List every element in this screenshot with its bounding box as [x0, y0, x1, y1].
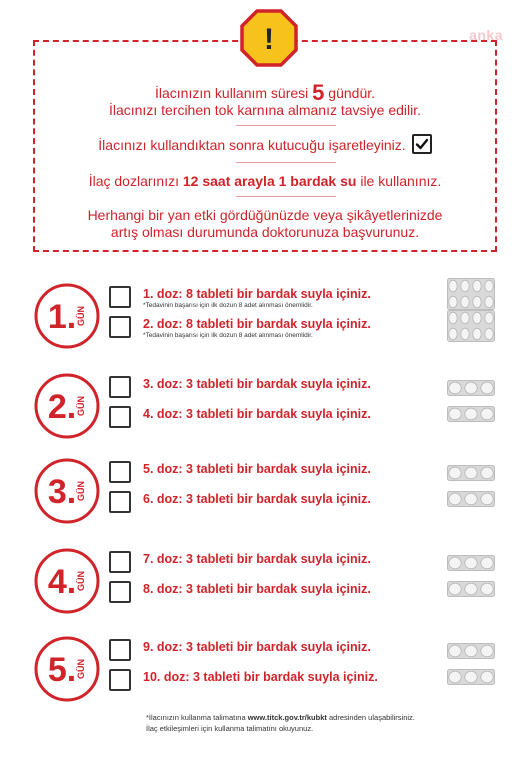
dose-checkbox[interactable]: [109, 461, 131, 483]
tablet-icon: [473, 312, 481, 324]
dose-instruction: 5. doz: 3 tableti bir bardak suyla içiniz.: [143, 462, 371, 476]
tablet-icon: [449, 493, 461, 505]
dose-instruction: 7. doz: 3 tableti bir bardak suyla içiniz.: [143, 552, 371, 566]
blister-pack-icon: [447, 406, 495, 427]
tablet-icon: [485, 328, 493, 340]
day-number: 3.: [47, 473, 77, 511]
dose-instruction: 2. doz: 8 tableti bir bardak suyla içiniz.: [143, 317, 371, 331]
tablet-icon: [449, 467, 461, 479]
tablet-icon: [481, 645, 493, 657]
dose-interval-post: ile kullanınız.: [356, 173, 442, 189]
dose-instruction: 1. doz: 8 tableti bir bardak suyla içiniz.: [143, 287, 371, 301]
food-advice-line: İlacınızı tercihen tok karnına almanız tavsiye edilir.: [108, 102, 422, 118]
dose-instruction: 10. doz: 3 tableti bir bardak suyla içiniz.: [143, 670, 378, 684]
warning-octagon-icon: [240, 9, 298, 67]
dose-note: *Tedavinin başarısı için ilk dozun 8 adet alınması önemlidir.: [143, 302, 313, 309]
watermark: anka: [469, 27, 503, 43]
dose-checkbox[interactable]: [109, 581, 131, 603]
tablet-icon: [449, 312, 457, 324]
tablet-icon: [473, 296, 481, 308]
side-effect-line-1: Herhangi bir yan etki gördüğünüzde veya şikâyetlerinizde: [87, 207, 443, 223]
day-number: 4.: [47, 563, 77, 601]
dose-note: *Tedavinin başarısı için ilk dozun 8 adet alınması önemlidir.: [143, 332, 313, 339]
blister-pack-icon: [447, 380, 495, 401]
day-badge: [33, 372, 101, 440]
duration-text-post: gündür.: [324, 85, 376, 101]
warning-symbol: !: [264, 23, 274, 56]
divider: [236, 196, 336, 197]
day-number: 1.: [47, 298, 77, 336]
tablet-icon: [449, 296, 457, 308]
tablet-icon: [465, 583, 477, 595]
footer-line-1: [146, 712, 415, 723]
dose-instruction: 4. doz: 3 tableti bir bardak suyla içiniz.: [143, 407, 371, 421]
tablet-icon: [449, 408, 461, 420]
day-label: GÜN: [76, 481, 86, 501]
tablet-icon: [473, 328, 481, 340]
dose-checkbox[interactable]: [109, 491, 131, 513]
tablet-icon: [461, 280, 469, 292]
tablet-icon: [449, 382, 461, 394]
blister-pack-icon: [447, 643, 495, 664]
side-effect-line-2: artış olması durumunda doktorunuza başvurunuz.: [110, 224, 420, 240]
dose-checkbox[interactable]: [109, 639, 131, 661]
tablet-icon: [465, 382, 477, 394]
duration-text-pre: İlacınızın kullanım süresi: [154, 85, 313, 101]
footer-line-2: İlaç etkileşimleri için kullanma talimatını okuyunuz.: [146, 724, 314, 733]
dose-interval-pre: İlaç dozlarınızı: [88, 173, 183, 189]
tablet-icon: [449, 645, 461, 657]
day-badge: [33, 282, 101, 350]
tablet-icon: [465, 493, 477, 505]
info-box: [33, 40, 497, 252]
checked-box-icon: [412, 134, 432, 154]
day-label: GÜN: [76, 659, 86, 679]
tablet-icon: [465, 671, 477, 683]
tablet-icon: [461, 312, 469, 324]
tablet-icon: [481, 493, 493, 505]
tablet-icon: [481, 671, 493, 683]
day-label: GÜN: [76, 396, 86, 416]
tablet-icon: [481, 467, 493, 479]
day-label: GÜN: [76, 571, 86, 591]
dose-checkbox[interactable]: [109, 316, 131, 338]
dose-interval-line: [35, 172, 495, 190]
footer-text-post: adresinden ulaşabilirsiniz.: [326, 713, 415, 722]
tablet-icon: [465, 467, 477, 479]
blister-pack-icon: [447, 491, 495, 512]
tablet-icon: [481, 382, 493, 394]
tablet-icon: [449, 583, 461, 595]
dose-instruction: 9. doz: 3 tableti bir bardak suyla içiniz.: [143, 640, 371, 654]
dose-checkbox[interactable]: [109, 406, 131, 428]
blister-pack-icon: [447, 669, 495, 690]
dose-checkbox[interactable]: [109, 551, 131, 573]
day-badge: [33, 547, 101, 615]
tablet-icon: [481, 557, 493, 569]
dose-instruction: 8. doz: 3 tableti bir bardak suyla içiniz.: [143, 582, 371, 596]
tablet-icon: [449, 280, 457, 292]
dose-checkbox[interactable]: [109, 376, 131, 398]
tablet-icon: [449, 328, 457, 340]
blister-pack-icon: [447, 555, 495, 576]
day-badge: [33, 457, 101, 525]
tablet-icon: [481, 408, 493, 420]
checkbox-instruction-text: İlacınızı kullandıktan sonra kutucuğu işaretleyiniz.: [98, 137, 406, 153]
dose-instruction: 6. doz: 3 tableti bir bardak suyla içiniz.: [143, 492, 371, 506]
tablet-icon: [473, 280, 481, 292]
day-number: 5.: [47, 651, 77, 689]
tablet-icon: [481, 583, 493, 595]
blister-pack-icon: [447, 465, 495, 486]
dose-checkbox[interactable]: [109, 286, 131, 308]
tablet-icon: [449, 557, 461, 569]
dose-instruction: 3. doz: 3 tableti bir bardak suyla içiniz.: [143, 377, 371, 391]
day-label: GÜN: [76, 306, 86, 326]
tablet-icon: [449, 671, 461, 683]
dose-interval-bold: 12 saat arayla 1 bardak su: [182, 173, 357, 189]
dose-checkbox[interactable]: [109, 669, 131, 691]
footer-link[interactable]: www.titck.gov.tr/kubkt: [247, 713, 327, 722]
tablet-icon: [465, 557, 477, 569]
tablet-icon: [485, 312, 493, 324]
blister-pack-icon: [447, 581, 495, 602]
tablet-icon: [465, 408, 477, 420]
duration-days: 5: [312, 80, 325, 105]
footer-text-pre: *İlacınızın kullanma talimatına: [146, 713, 248, 722]
day-badge: [33, 635, 101, 703]
tablet-icon: [485, 296, 493, 308]
duration-line: [35, 80, 495, 105]
blister-pack-icon: [447, 310, 495, 347]
tablet-icon: [485, 280, 493, 292]
footer: [146, 712, 415, 734]
tablet-icon: [465, 645, 477, 657]
tablet-icon: [461, 328, 469, 340]
divider: [236, 125, 336, 126]
checkbox-instruction-line: [35, 136, 495, 156]
divider: [236, 162, 336, 163]
day-number: 2.: [47, 388, 77, 426]
tablet-icon: [461, 296, 469, 308]
